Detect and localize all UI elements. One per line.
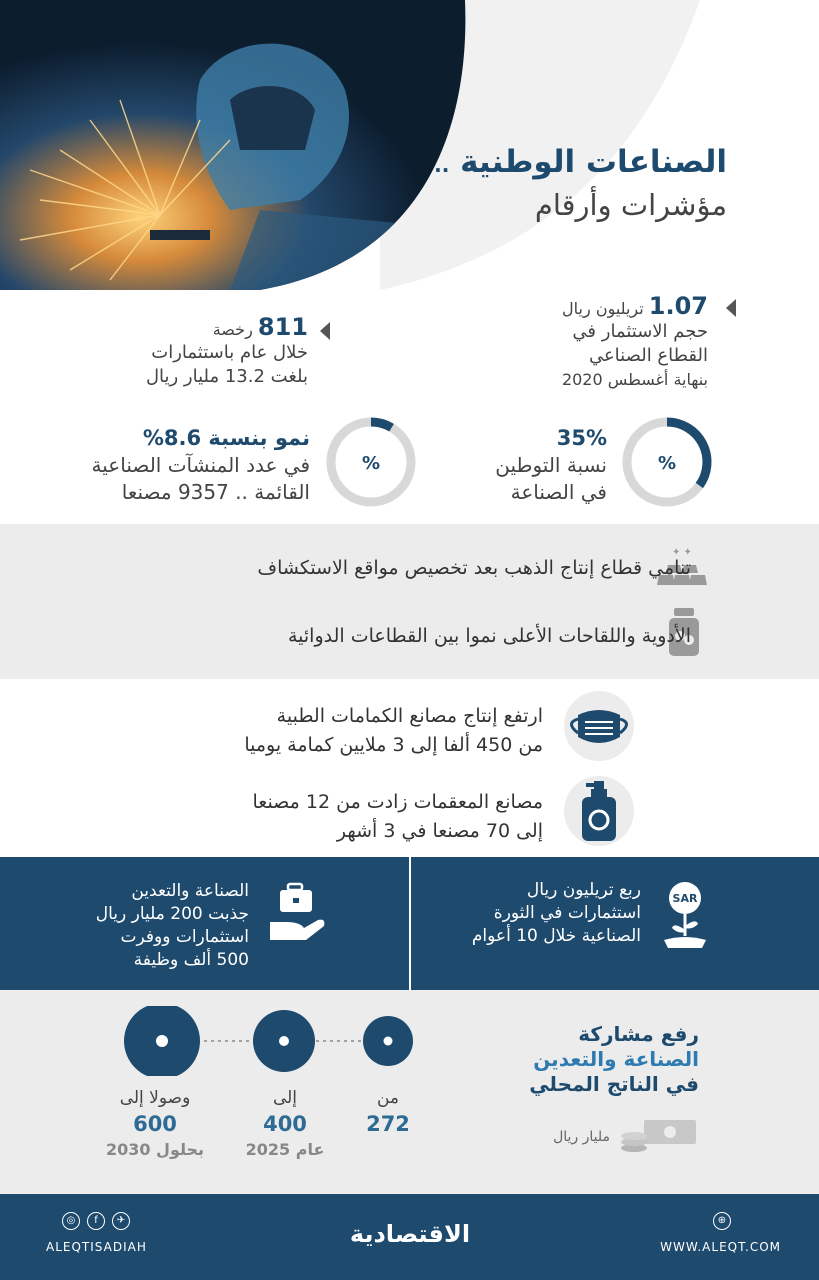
- gdp-step-value: 272: [366, 1112, 410, 1136]
- page-title-text: الصناعات الوطنية: [460, 144, 727, 180]
- fact-masks-line: ارتفع إنتاج مصانع الكمامات الطبية: [276, 705, 543, 727]
- instagram-icon[interactable]: ◎: [62, 1212, 80, 1230]
- hero-section: [0, 0, 819, 290]
- stat-investment-line: حجم الاستثمار في: [572, 321, 708, 342]
- donut-label: %: [361, 453, 381, 474]
- stat-investment-value: 1.07: [648, 292, 708, 320]
- fact-masks-line: من 450 ألفا إلى 3 ملايين كمامة يوميا: [244, 734, 543, 756]
- gdp-step-value: 600: [133, 1112, 177, 1136]
- dot-600-center: [156, 1035, 168, 1047]
- footer-handle[interactable]: ALEQTISADIAH: [46, 1240, 147, 1254]
- footer-site-link[interactable]: WWW.ALEQT.COM: [660, 1240, 781, 1254]
- footer: [0, 1194, 819, 1280]
- money-coins-icon: [618, 1116, 700, 1154]
- page-subtitle: مؤشرات وأرقام: [534, 188, 727, 222]
- page-title-block: [397, 142, 727, 225]
- gdp-title-line: في الناتج المحلي: [529, 1072, 699, 1096]
- gdp-title-line: الصناعة والتعدين: [533, 1047, 699, 1071]
- band-left-line: جذبت 200 مليار ريال: [95, 904, 249, 924]
- dot-400-center: [279, 1036, 289, 1046]
- gdp-step-value: 400: [263, 1112, 307, 1136]
- face-mask-icon: [560, 691, 638, 761]
- stat-growth-pct: نمو بنسبة 8.6%: [142, 426, 310, 450]
- stat-investment-line: القطاع الصناعي: [588, 345, 708, 366]
- globe-icon: ⊕: [713, 1212, 731, 1230]
- fact-gold: تنامي قطاع إنتاج الذهب بعد تخصيص مواقع الاستكشاف: [257, 557, 691, 579]
- svg-text:✦ ✦: ✦ ✦: [672, 547, 692, 558]
- dot-272-center: [384, 1037, 393, 1046]
- stat-localization-line: نسبة التوطين: [495, 453, 607, 477]
- stat-investment: [458, 292, 708, 392]
- stat-licenses-unit: رخصة: [212, 320, 253, 339]
- donut-arc: [371, 422, 392, 428]
- stat-investment-unit: تريليون ريال: [562, 299, 644, 318]
- fact-sanitizers: [63, 788, 543, 846]
- donut-label: %: [657, 453, 677, 474]
- growth-donut: [321, 412, 421, 512]
- gdp-step-label: إلى: [272, 1088, 298, 1108]
- briefcase-hand-icon: [266, 882, 330, 944]
- gdp-unit: مليار ريال: [553, 1129, 610, 1145]
- stat-growth-line: في عدد المنشآت الصناعية: [91, 453, 310, 477]
- band-right-line: ربع تريليون ريال: [526, 880, 641, 900]
- stat-growth-line: القائمة .. 9357 مصنعا: [121, 480, 310, 504]
- stat-licenses-value: 811: [257, 313, 308, 341]
- gdp-progress-dots: [120, 1006, 420, 1076]
- pointer-triangle-icon: [726, 299, 736, 317]
- gdp-step-600: [100, 1086, 210, 1162]
- band-left-line: 500 ألف وظيفة: [133, 950, 249, 970]
- stat-localization: [407, 424, 607, 506]
- stat-licenses-line: بلغت 13.2 مليار ريال: [145, 366, 308, 387]
- sar-text: SAR: [672, 892, 698, 905]
- fact-pharma: الأدوية واللقاحات الأعلى نموا بين القطاعات الدوائية: [287, 625, 691, 647]
- sanitizer-bottle-icon: [564, 775, 634, 847]
- twitter-icon[interactable]: ✈: [112, 1212, 130, 1230]
- band-right-text: [421, 879, 641, 948]
- gdp-step-sub: بحلول 2030: [105, 1140, 205, 1159]
- fact-masks: [63, 702, 543, 760]
- band-left-line: استثمارات ووفرت: [120, 927, 249, 947]
- stat-licenses-line: خلال عام باستثمارات: [151, 342, 308, 363]
- pointer-triangle-icon: [320, 322, 330, 340]
- gdp-step-272: [333, 1086, 443, 1138]
- band-left-line: الصناعة والتعدين: [131, 881, 249, 901]
- title-dots: ..: [434, 153, 450, 177]
- stat-licenses: [58, 313, 308, 389]
- page-title: [397, 142, 727, 185]
- band-right-line: الصناعية خلال 10 أعوام: [471, 926, 641, 946]
- stat-growth: [10, 424, 310, 506]
- fact-sanitizers-line: مصانع المعقمات زادت من 12 مصنعا: [252, 791, 543, 813]
- localization-donut: [617, 412, 717, 512]
- gdp-step-label: من: [376, 1088, 400, 1108]
- sar-plant-icon: [660, 880, 710, 952]
- gdp-step-400: [230, 1086, 340, 1162]
- gdp-title-line: رفع مشاركة: [578, 1022, 699, 1046]
- gdp-step-label: وصولا إلى: [119, 1088, 191, 1108]
- band-left-text: [19, 880, 249, 972]
- gdp-step-sub: عام 2025: [245, 1140, 325, 1159]
- band-right-line: استثمارات في الثورة: [493, 903, 641, 923]
- stat-localization-line: في الصناعة: [510, 480, 607, 504]
- stat-investment-line: بنهاية أغسطس 2020: [561, 370, 708, 389]
- band-divider: [409, 857, 411, 990]
- stat-localization-pct: 35%: [556, 426, 607, 450]
- footer-brand-logo: الاقتصادية: [349, 1220, 471, 1248]
- fact-sanitizers-line: إلى 70 مصنعا في 3 أشهر: [336, 820, 543, 842]
- gdp-title: [529, 1022, 699, 1097]
- facebook-icon[interactable]: f: [87, 1212, 105, 1230]
